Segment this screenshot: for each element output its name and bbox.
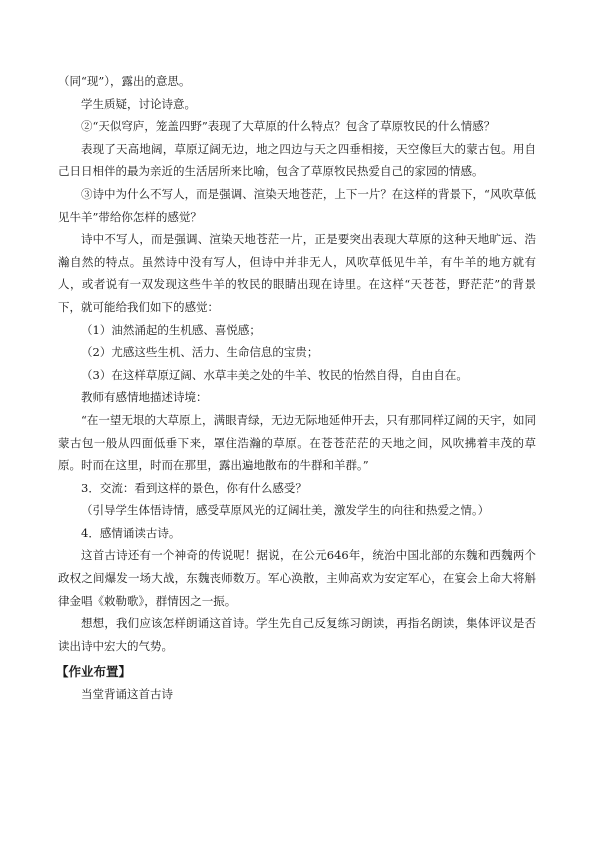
paragraph: 教师有感情地描述诗境： xyxy=(81,390,208,405)
homework-text: 当堂背诵这首古诗 xyxy=(81,687,173,702)
story-paragraph: 这首古诗还有一个神奇的传说呢！据说，在公元646年，统治中国北部的东魏和西魏两个政权之间爆发一场大战，东魏丧师数万。军心涣散，主帅高欢为安定军心，在宴会上命大将斛律金唱《敕勒歌》，群情因之一振。 xyxy=(58,548,536,608)
list-item: （1）油然涌起的生机感、喜悦感； xyxy=(81,322,261,337)
list-item: （2）尤感这些生机、活力、生命信息的宝贵； xyxy=(81,345,319,360)
step-paragraph: 3．交流：看到这样的景色，你有什么感受？ xyxy=(81,480,307,495)
paragraph: 想想，我们应该怎样朗诵这首诗。学生先自己反复练习朗读，再指名朗读，集体评议是否读出诗中宏大的气势。 xyxy=(58,616,536,653)
paragraph: （同“现”），露出的意思。 xyxy=(58,74,191,88)
quote-paragraph: “在一望无垠的大草原上，满眼青绿，无边无际地延伸开去，只有那同样辽阔的天宇，如同蒙古包一般从四面低垂下来，罩住浩瀚的草原。在苍苍茫茫的天地之间，风吹拂着丰茂的草原。时而在这里，时而在那里，露出遍地散布的牛群和羊群。” xyxy=(58,412,536,473)
list-item: （3）在这样草原辽阔、水草丰美之处的牛羊、牧民的怡然自得，自由自在。 xyxy=(81,367,468,382)
note-paragraph: （引导学生体悟诗情，感受草原风光的辽阔壮美，激发学生的向往和热爱之情。） xyxy=(81,503,490,518)
step-paragraph: 4．感情诵读古诗。 xyxy=(81,525,181,540)
homework-heading: 【作业布置】 xyxy=(56,664,132,680)
answer-paragraph: 表现了天高地阔，草原辽阔无边，地之四边与天之四垂相接，天空像巨大的蒙古包。用自己日日相伴的最为亲近的生活居所来比喻，包含了草原牧民热爱自己的家园的情感。 xyxy=(58,141,536,179)
answer-paragraph: 诗中不写人，而是强调、渲染天地苍茫一片，正是要突出表现大草原的这种天地旷远、浩瀚自然的特点。虽然诗中没有写人，但诗中并非无人，风吹草低见牛羊，有牛羊的地方就有人，或者说有一双发现这些牛羊的牧民的眼睛出现在诗里。在这样“天苍苍，野茫茫”的背景下，就可能给我们如下的感觉： xyxy=(58,232,536,314)
question-paragraph: ②“天似穹庐，笼盖四野”表现了大草原的什么特点？包含了草原牧民的什么情感？ xyxy=(81,119,496,134)
question-paragraph: ③诗中为什么不写人，而是强调、渲染天地苍茫，上下一片？在这样的背景下，“风吹草低见牛羊”带给你怎样的感觉？ xyxy=(58,186,536,224)
document-body xyxy=(58,70,536,706)
paragraph: 学生质疑，讨论诗意。 xyxy=(81,96,196,111)
